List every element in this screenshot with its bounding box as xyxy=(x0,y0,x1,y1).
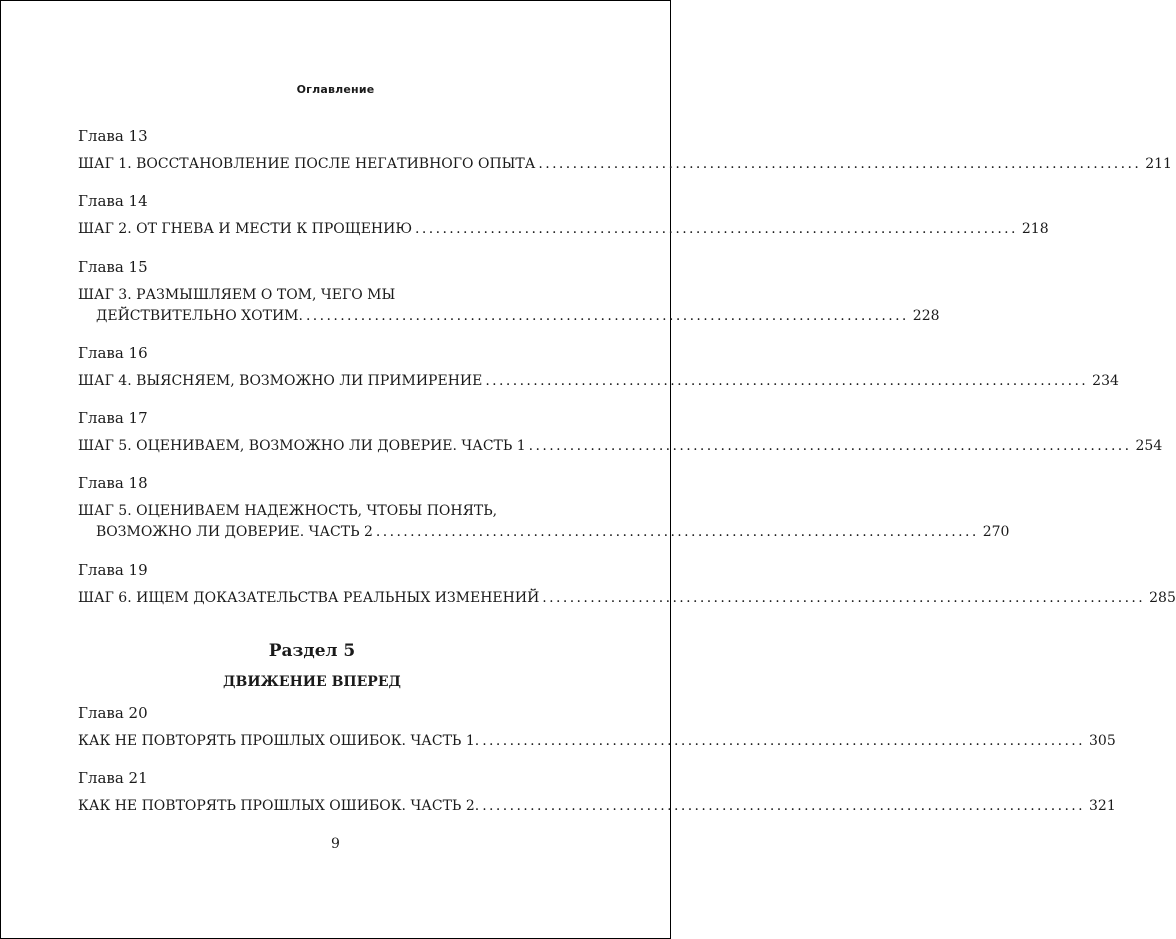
toc-entry[interactable] xyxy=(78,437,1163,455)
chapter-label: Глава 16 xyxy=(78,344,148,362)
dot-leader: ........................................................................................ xyxy=(482,733,1086,749)
chapter-label: Глава 21 xyxy=(78,769,148,787)
dot-leader: ........................................................................................ xyxy=(375,524,979,540)
chapter-label: Глава 15 xyxy=(78,258,148,276)
toc-entry[interactable] xyxy=(78,220,1049,238)
toc-entry-title: ШАГ 4. ВЫЯСНЯЕМ, ВОЗМОЖНО ЛИ ПРИМИРЕНИЕ xyxy=(78,373,483,389)
chapter-label: Глава 20 xyxy=(78,704,148,722)
toc-entry-title[interactable]: ШАГ 3. РАЗМЫШЛЯЕМ О ТОМ, ЧЕГО МЫ xyxy=(78,287,396,303)
toc-entry-page: 228 xyxy=(912,308,940,324)
toc-entry-title: ШАГ 5. ОЦЕНИВАЕМ, ВОЗМОЖНО ЛИ ДОВЕРИЕ. ЧАСТЬ 1 xyxy=(78,438,526,454)
toc-entry-page: 218 xyxy=(1021,221,1049,237)
toc-entry[interactable] xyxy=(78,155,1172,173)
toc-entry-page: 234 xyxy=(1092,373,1119,389)
dot-leader: ........................................................................................ xyxy=(305,308,909,324)
toc-entry-page: 211 xyxy=(1145,156,1172,172)
toc-entry[interactable] xyxy=(78,797,1116,815)
toc-entry-page: 321 xyxy=(1089,798,1116,814)
toc-entry[interactable] xyxy=(78,307,940,325)
section-title: Раздел 5 xyxy=(268,641,356,661)
toc-entry-title: КАК НЕ ПОВТОРЯТЬ ПРОШЛЫХ ОШИБОК. ЧАСТЬ 1. xyxy=(78,733,480,749)
dot-leader: ........................................................................................ xyxy=(542,590,1146,606)
dot-leader: ........................................................................................ xyxy=(415,221,1018,237)
toc-entry-page: 270 xyxy=(982,524,1010,540)
running-head-title: Оглавление xyxy=(296,83,375,96)
toc-entry-title: ШАГ 1. ВОССТАНОВЛЕНИЕ ПОСЛЕ НЕГАТИВНОГО ОПЫТА xyxy=(78,156,536,172)
toc-entry-title[interactable]: ШАГ 5. ОЦЕНИВАЕМ НАДЕЖНОСТЬ, ЧТОБЫ ПОНЯТЬ, xyxy=(78,503,498,519)
toc-entry[interactable] xyxy=(78,372,1119,390)
section-name: ДВИЖЕНИЕ ВПЕРЕД xyxy=(223,674,401,690)
chapter-label: Глава 17 xyxy=(78,409,148,427)
toc-entry-page: 285 xyxy=(1149,590,1176,606)
toc-entry-title-continued: ВОЗМОЖНО ЛИ ДОВЕРИЕ. ЧАСТЬ 2 xyxy=(96,524,373,540)
toc-entry-page: 254 xyxy=(1135,438,1163,454)
chapter-label: Глава 14 xyxy=(78,192,148,210)
dot-leader: ........................................................................................ xyxy=(528,438,1132,454)
toc-entry[interactable] xyxy=(78,732,1116,750)
toc-entry-title: ШАГ 2. ОТ ГНЕВА И МЕСТИ К ПРОЩЕНИЮ xyxy=(78,221,413,237)
toc-entry-title-continued: ДЕЙСТВИТЕЛЬНО ХОТИМ. xyxy=(96,308,303,324)
toc-entry[interactable] xyxy=(78,523,1010,541)
chapter-label: Глава 18 xyxy=(78,474,148,492)
toc-entry-page: 305 xyxy=(1089,733,1116,749)
dot-leader: ........................................................................................ xyxy=(538,156,1142,172)
dot-leader: ........................................................................................ xyxy=(482,798,1086,814)
chapter-label: Глава 19 xyxy=(78,561,148,579)
toc-entry-title: ШАГ 6. ИЩЕМ ДОКАЗАТЕЛЬСТВА РЕАЛЬНЫХ ИЗМЕНЕНИЙ xyxy=(78,590,540,606)
toc-entry[interactable] xyxy=(78,589,1176,607)
dot-leader: ........................................................................................ xyxy=(485,373,1089,389)
chapter-label: Глава 13 xyxy=(78,127,148,145)
toc-entry-title: КАК НЕ ПОВТОРЯТЬ ПРОШЛЫХ ОШИБОК. ЧАСТЬ 2. xyxy=(78,798,480,814)
page-number: 9 xyxy=(331,836,340,852)
